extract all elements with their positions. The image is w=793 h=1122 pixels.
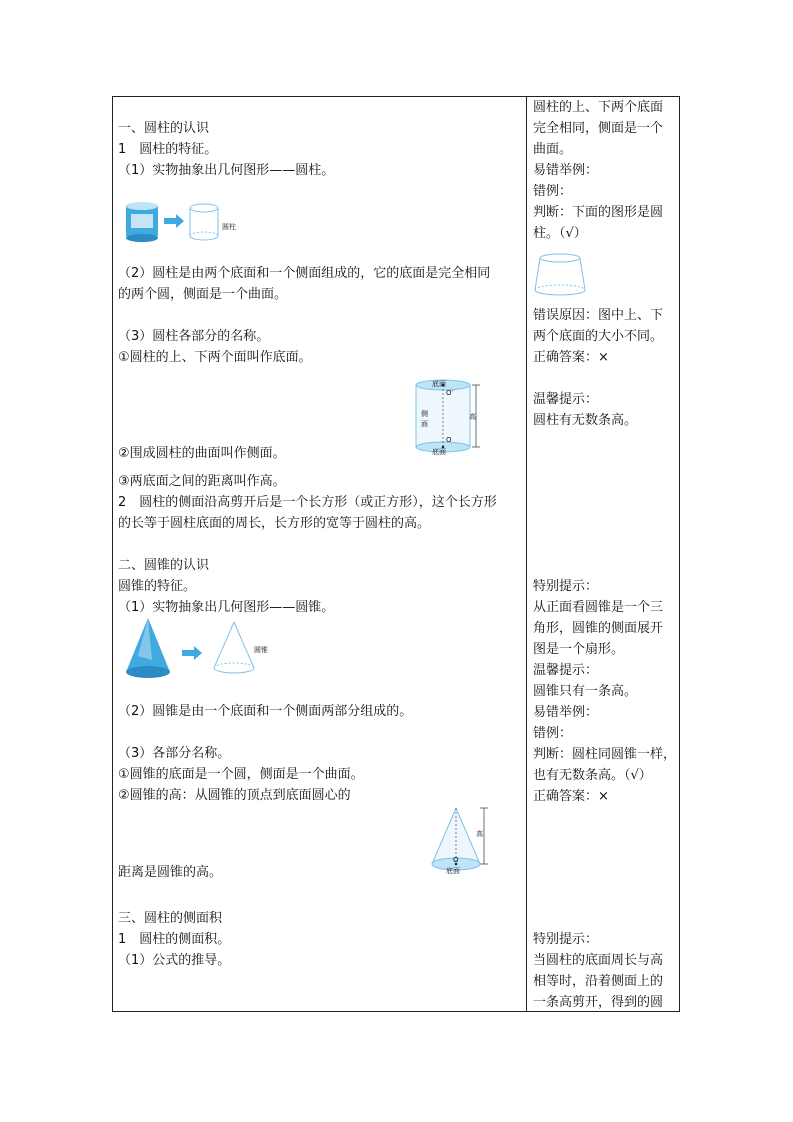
note2-line4: 图是一个扇形。	[533, 642, 625, 657]
note3-line2: 当圆柱的底面周长与高	[533, 953, 664, 968]
cyl-side-label-1: 侧	[421, 410, 428, 418]
note2-line1: 特别提示：	[533, 579, 599, 594]
section1-item1: 1 圆柱的特征。	[118, 142, 218, 157]
note3-line1: 特别提示：	[533, 932, 599, 947]
note2-line9: 判断：圆柱同圆锥一样，	[533, 747, 677, 762]
note3-line3: 相等时，沿着侧面上的	[533, 974, 664, 989]
cylinder-object-figure	[122, 198, 254, 246]
note3-line4: 一条高剪开，得到的圆	[533, 995, 664, 1010]
frustum-figure	[532, 252, 588, 298]
cyl-height-label: 高	[469, 413, 476, 421]
note1-line3: 曲面。	[533, 142, 573, 157]
note2-line11: 正确答案：×	[533, 789, 609, 804]
note2-line8: 错例：	[533, 726, 573, 741]
section3-formula: （1）公式的推导。	[118, 953, 231, 968]
note2-line5: 温馨提示：	[533, 663, 599, 678]
note1-line9: 两个底面的大小不同。	[533, 329, 664, 344]
note1-line2: 完全相同，侧面是一个	[533, 121, 664, 136]
section2-features: 圆锥的特征。	[118, 579, 197, 594]
column-divider	[526, 97, 527, 1011]
note2-line10: 也有无数条高。（√）	[533, 768, 652, 783]
section1-abstract: （1）实物抽象出几何图形——圆柱。	[118, 163, 335, 178]
cylinder-figure-label: 圆柱	[222, 223, 236, 231]
note2-line3: 角形，圆锥的侧面展开	[533, 621, 664, 636]
note2-line7: 易错举例：	[533, 705, 599, 720]
note1-line8: 错误原因：图中上、下	[533, 308, 664, 323]
section3-title: 三、圆柱的侧面积	[118, 911, 223, 926]
cone-outline-icon	[214, 622, 254, 673]
note1-line6: 判断：下面的图形是圆	[533, 205, 664, 220]
note1-line10: 正确答案：×	[533, 350, 609, 365]
arrow-right-icon	[164, 214, 184, 228]
section2-p2: （2）圆锥是由一个底面和一个侧面两部分组成的。	[118, 704, 413, 719]
section1-item2-line1: 2 圆柱的侧面沿高剪开后是一个长方形（或正方形），这个长方形	[118, 495, 497, 510]
note1-line4: 易错举例：	[533, 163, 599, 178]
cyl-side-label-2: 面	[421, 420, 428, 428]
note1-line11: 温馨提示：	[533, 392, 599, 407]
cone-base-label: 底面	[446, 867, 460, 875]
arrow-right-icon	[182, 646, 202, 660]
cone-parts-diagram	[424, 804, 496, 878]
section1-side: ②围成圆柱的曲面叫作侧面。	[118, 446, 286, 461]
section1-p3: （3）圆柱各部分的名称。	[118, 329, 270, 344]
cone-height-label: 高	[476, 830, 483, 838]
cone-object-figure	[122, 616, 272, 680]
section1-title: 一、圆柱的认识	[118, 121, 210, 136]
section1-base: ①圆柱的上、下两个面叫作底面。	[118, 350, 312, 365]
cyl-bottom-center-label: O	[446, 436, 452, 444]
cone-figure-label: 圆锥	[254, 646, 268, 654]
note1-line7: 柱。（√）	[533, 226, 587, 241]
section2-height-a: ②圆锥的高：从圆锥的顶点到底面圆心的	[118, 788, 351, 803]
section3-item1: 1 圆柱的侧面积。	[118, 932, 231, 947]
cyl-top-base-label: 底面	[432, 380, 446, 388]
section1-height: ③两底面之间的距离叫作高。	[118, 474, 286, 489]
note2-line2: 从正面看圆锥是一个三	[533, 600, 664, 615]
note1-line1: 圆柱的上、下两个底面	[533, 100, 664, 115]
note2-line6: 圆锥只有一条高。	[533, 684, 638, 699]
note1-line5: 错例：	[533, 184, 573, 199]
cone-center-label: O	[453, 856, 459, 864]
section1-p2-line2: 的两个圆，侧面是一个曲面。	[118, 287, 288, 302]
section2-height-b: 距离是圆锥的高。	[118, 865, 223, 880]
cylinder-outline-icon	[190, 204, 218, 240]
section2-abstract: （1）实物抽象出几何图形——圆锥。	[118, 600, 335, 615]
section1-item2-line2: 的长等于圆柱底面的周长，长方形的宽等于圆柱的高。	[118, 516, 431, 531]
section2-title: 二、圆锥的认识	[118, 558, 210, 573]
section2-p3: （3）各部分名称。	[118, 746, 231, 761]
section1-p2-line1: （2）圆柱是由两个底面和一个侧面组成的，它的底面是完全相同	[118, 266, 491, 281]
cyl-bottom-base-label: 底面	[432, 448, 446, 456]
note1-line12: 圆柱有无数条高。	[533, 413, 638, 428]
section2-base: ①圆锥的底面是一个圆，侧面是一个曲面。	[118, 767, 364, 782]
cyl-top-center-label: O′	[446, 389, 454, 397]
